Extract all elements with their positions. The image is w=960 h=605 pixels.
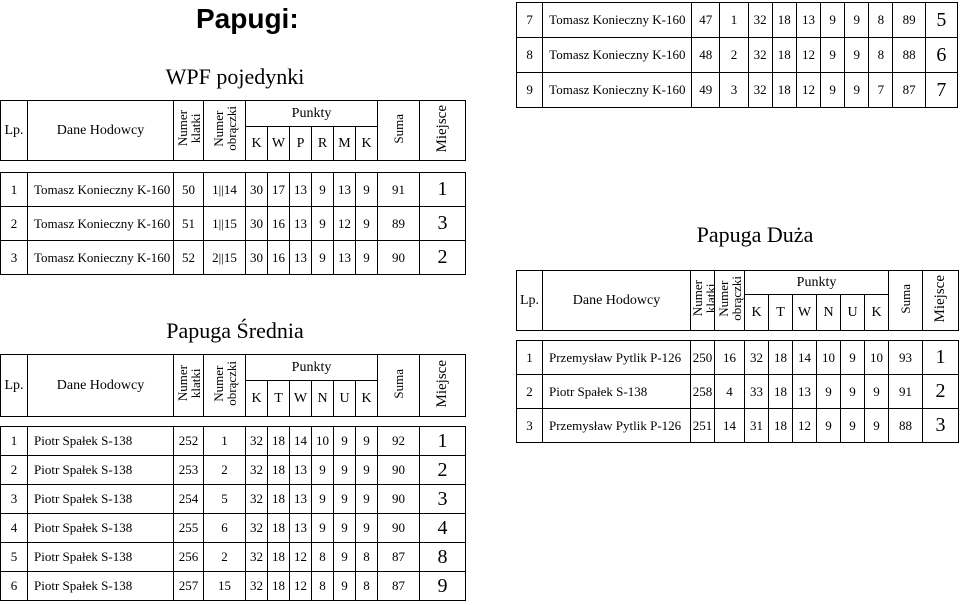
table-row xyxy=(517,341,959,375)
cell-punkty: 9 xyxy=(356,514,378,543)
cell-punkty: 8 xyxy=(356,543,378,572)
cell-punkty: 18 xyxy=(772,38,796,73)
cell-dane-hodowcy: Piotr Spałek S-138 xyxy=(28,572,174,601)
col-lp: Lp. xyxy=(1,355,28,417)
cell-numer-obraczki: 2 xyxy=(204,456,246,485)
cell-numer-obraczki: 1||14 xyxy=(204,173,246,207)
cell-dane-hodowcy: Tomasz Konieczny K-160 xyxy=(543,73,692,108)
cell-suma: 90 xyxy=(378,514,420,543)
cell-numer-klatki: 253 xyxy=(174,456,204,485)
cell-punkty: 9 xyxy=(312,173,334,207)
cell-punkty: 14 xyxy=(793,341,817,375)
cell-punkty: 9 xyxy=(312,207,334,241)
cell-numer-klatki: 251 xyxy=(691,409,715,443)
cell-punkty: 18 xyxy=(268,427,290,456)
cell-punkty: 9 xyxy=(356,173,378,207)
cell-numer-klatki: 256 xyxy=(174,543,204,572)
cell-dane-hodowcy: Tomasz Konieczny K-160 xyxy=(543,38,692,73)
spacer-row xyxy=(1,417,466,427)
wpf-continuation-table xyxy=(516,2,958,108)
cell-punkty: 9 xyxy=(334,543,356,572)
cell-punkty: 12 xyxy=(796,38,820,73)
cell-punkty: 32 xyxy=(246,572,268,601)
cell-suma: 90 xyxy=(378,241,420,275)
cell-miejsce: 3 xyxy=(420,485,466,514)
col-punkty: Punkty xyxy=(246,101,378,127)
cell-numer-obraczki: 4 xyxy=(715,375,745,409)
cell-punkty: 32 xyxy=(748,3,772,38)
cell-punkty: 9 xyxy=(845,3,869,38)
cell-punkty: 13 xyxy=(290,485,312,514)
cell-miejsce: 4 xyxy=(420,514,466,543)
cell-miejsce: 5 xyxy=(925,3,957,38)
cell-punkty: 8 xyxy=(869,38,893,73)
col-suma: Suma xyxy=(889,271,923,331)
cell-numer-klatki: 48 xyxy=(692,38,720,73)
srednia-section-title: Papuga Średnia xyxy=(166,318,304,343)
cell-numer-obraczki: 14 xyxy=(715,409,745,443)
cell-lp: 2 xyxy=(517,375,543,409)
document-title: Papugi: xyxy=(196,3,299,34)
cell-suma: 92 xyxy=(378,427,420,456)
cell-numer-klatki: 250 xyxy=(691,341,715,375)
cell-suma: 90 xyxy=(378,456,420,485)
cell-punkty: 32 xyxy=(748,73,772,108)
cell-punkty: 13 xyxy=(290,207,312,241)
col-numer-obraczki: Numer obrączki xyxy=(715,271,745,331)
cell-lp: 1 xyxy=(1,427,28,456)
cell-punkty: 9 xyxy=(334,485,356,514)
cell-punkty: 32 xyxy=(745,341,769,375)
cell-punkty: 9 xyxy=(865,375,889,409)
cell-lp: 3 xyxy=(1,241,28,275)
cell-punkty: 9 xyxy=(312,485,334,514)
cell-punkty: 18 xyxy=(769,409,793,443)
cell-punkty: 13 xyxy=(290,241,312,275)
col-numer-klatki: Numer klatki xyxy=(174,355,204,417)
cell-lp: 5 xyxy=(1,543,28,572)
cell-punkty: 9 xyxy=(841,409,865,443)
cell-punkty: 12 xyxy=(793,409,817,443)
cell-dane-hodowcy: Tomasz Konieczny K-160 xyxy=(28,241,174,275)
table-header-row xyxy=(1,101,466,127)
cell-punkty: 13 xyxy=(796,3,820,38)
col-miejsce: Miejsce xyxy=(420,101,466,161)
cell-punkty: 18 xyxy=(769,375,793,409)
cell-numer-obraczki: 1 xyxy=(720,3,748,38)
cell-punkty: 32 xyxy=(246,427,268,456)
cell-punkty: 9 xyxy=(817,375,841,409)
col-n: N xyxy=(312,381,334,417)
cell-numer-klatki: 50 xyxy=(174,173,204,207)
cell-suma: 87 xyxy=(893,73,925,108)
cell-punkty: 9 xyxy=(356,456,378,485)
col-dane-hodowcy: Dane Hodowcy xyxy=(28,101,174,161)
table-row xyxy=(1,543,466,572)
cell-dane-hodowcy: Piotr Spałek S-138 xyxy=(28,456,174,485)
cell-miejsce: 9 xyxy=(420,572,466,601)
cell-numer-obraczki: 3 xyxy=(720,73,748,108)
cell-punkty: 17 xyxy=(268,173,290,207)
col-n: N xyxy=(817,295,841,331)
cell-numer-obraczki: 16 xyxy=(715,341,745,375)
cell-miejsce: 7 xyxy=(925,73,957,108)
cell-lp: 9 xyxy=(517,73,543,108)
cell-numer-klatki: 51 xyxy=(174,207,204,241)
cell-punkty: 31 xyxy=(745,409,769,443)
cell-miejsce: 2 xyxy=(420,241,466,275)
table-row xyxy=(517,375,959,409)
cell-numer-obraczki: 1 xyxy=(204,427,246,456)
cell-numer-klatki: 255 xyxy=(174,514,204,543)
col-miejsce: Miejsce xyxy=(420,355,466,417)
table-row xyxy=(517,409,959,443)
cell-suma: 91 xyxy=(889,375,923,409)
cell-punkty: 32 xyxy=(246,514,268,543)
col-t: T xyxy=(268,381,290,417)
cell-miejsce: 1 xyxy=(923,341,959,375)
cell-punkty: 18 xyxy=(268,456,290,485)
cell-numer-obraczki: 5 xyxy=(204,485,246,514)
srednia-table xyxy=(0,354,466,601)
cell-punkty: 12 xyxy=(796,73,820,108)
col-lp: Lp. xyxy=(1,101,28,161)
cell-punkty: 8 xyxy=(312,572,334,601)
cell-punkty: 9 xyxy=(356,207,378,241)
table-row xyxy=(1,427,466,456)
col-u: U xyxy=(334,381,356,417)
cell-miejsce: 1 xyxy=(420,427,466,456)
cell-punkty: 33 xyxy=(745,375,769,409)
duza-table xyxy=(516,270,959,443)
cell-punkty: 9 xyxy=(865,409,889,443)
cell-suma: 89 xyxy=(378,207,420,241)
cell-punkty: 12 xyxy=(290,572,312,601)
col-punkty: Punkty xyxy=(246,355,378,381)
col-k2: K xyxy=(356,127,378,161)
cell-dane-hodowcy: Przemysław Pytlik P-126 xyxy=(543,409,691,443)
table-header-row xyxy=(517,271,959,295)
cell-punkty: 32 xyxy=(246,485,268,514)
cell-punkty: 8 xyxy=(312,543,334,572)
table-row xyxy=(1,207,466,241)
col-r: R xyxy=(312,127,334,161)
cell-punkty: 9 xyxy=(334,572,356,601)
table-row xyxy=(1,572,466,601)
cell-numer-obraczki: 6 xyxy=(204,514,246,543)
cell-lp: 1 xyxy=(517,341,543,375)
cell-dane-hodowcy: Piotr Spałek S-138 xyxy=(28,514,174,543)
cell-suma: 88 xyxy=(889,409,923,443)
cell-punkty: 8 xyxy=(869,3,893,38)
cell-punkty: 9 xyxy=(312,241,334,275)
table-row xyxy=(1,241,466,275)
cell-punkty: 18 xyxy=(268,514,290,543)
cell-punkty: 18 xyxy=(268,543,290,572)
cell-punkty: 10 xyxy=(865,341,889,375)
cell-punkty: 30 xyxy=(246,241,268,275)
cell-punkty: 18 xyxy=(772,73,796,108)
cell-dane-hodowcy: Piotr Spałek S-138 xyxy=(543,375,691,409)
cell-punkty: 13 xyxy=(290,456,312,485)
col-dane-hodowcy: Dane Hodowcy xyxy=(28,355,174,417)
cell-miejsce: 3 xyxy=(923,409,959,443)
col-m: M xyxy=(334,127,356,161)
cell-punkty: 9 xyxy=(312,456,334,485)
cell-punkty: 13 xyxy=(290,173,312,207)
col-p: P xyxy=(290,127,312,161)
cell-punkty: 10 xyxy=(817,341,841,375)
cell-punkty: 13 xyxy=(793,375,817,409)
cell-lp: 1 xyxy=(1,173,28,207)
cell-lp: 8 xyxy=(517,38,543,73)
cell-numer-klatki: 254 xyxy=(174,485,204,514)
col-t: T xyxy=(769,295,793,331)
duza-section-title: Papuga Duża xyxy=(696,222,814,247)
cell-punkty: 18 xyxy=(268,572,290,601)
cell-punkty: 9 xyxy=(821,73,845,108)
col-numer-obraczki: Numer obrączki xyxy=(204,355,246,417)
cell-numer-obraczki: 1||15 xyxy=(204,207,246,241)
col-dane-hodowcy: Dane Hodowcy xyxy=(543,271,691,331)
cell-punkty: 13 xyxy=(290,514,312,543)
table-row xyxy=(1,485,466,514)
cell-suma: 89 xyxy=(893,3,925,38)
cell-punkty: 32 xyxy=(246,543,268,572)
cell-suma: 91 xyxy=(378,173,420,207)
cell-suma: 87 xyxy=(378,572,420,601)
cell-punkty: 9 xyxy=(312,514,334,543)
cell-punkty: 30 xyxy=(246,173,268,207)
cell-suma: 87 xyxy=(378,543,420,572)
cell-punkty: 18 xyxy=(268,485,290,514)
cell-dane-hodowcy: Piotr Spałek S-138 xyxy=(28,543,174,572)
col-punkty: Punkty xyxy=(745,271,889,295)
col-lp: Lp. xyxy=(517,271,543,331)
cell-punkty: 13 xyxy=(334,241,356,275)
table-row xyxy=(1,514,466,543)
col-numer-klatki: Numer klatki xyxy=(691,271,715,331)
col-miejsce: Miejsce xyxy=(923,271,959,331)
cell-dane-hodowcy: Piotr Spałek S-138 xyxy=(28,485,174,514)
cell-punkty: 9 xyxy=(356,485,378,514)
cell-punkty: 9 xyxy=(845,73,869,108)
cell-punkty: 9 xyxy=(821,3,845,38)
cell-dane-hodowcy: Przemysław Pytlik P-126 xyxy=(543,341,691,375)
cell-lp: 3 xyxy=(517,409,543,443)
cell-lp: 7 xyxy=(517,3,543,38)
col-numer-obraczki: Numer obrączki xyxy=(204,101,246,161)
col-u: U xyxy=(841,295,865,331)
cell-lp: 4 xyxy=(1,514,28,543)
cell-punkty: 9 xyxy=(356,427,378,456)
cell-miejsce: 6 xyxy=(925,38,957,73)
cell-numer-klatki: 257 xyxy=(174,572,204,601)
col-w: W xyxy=(793,295,817,331)
table-row xyxy=(517,3,958,38)
cell-punkty: 9 xyxy=(356,241,378,275)
cell-punkty: 7 xyxy=(869,73,893,108)
cell-lp: 6 xyxy=(1,572,28,601)
cell-lp: 2 xyxy=(1,207,28,241)
table-row xyxy=(1,173,466,207)
cell-punkty: 16 xyxy=(268,241,290,275)
wpf-section-title: WPF pojedynki xyxy=(165,64,305,89)
table-row xyxy=(517,38,958,73)
wpf-table xyxy=(0,100,466,275)
col-numer-klatki: Numer klatki xyxy=(174,101,204,161)
cell-punkty: 9 xyxy=(821,38,845,73)
col-k: K xyxy=(745,295,769,331)
col-k: K xyxy=(246,127,268,161)
table-row xyxy=(1,456,466,485)
cell-suma: 93 xyxy=(889,341,923,375)
col-suma: Suma xyxy=(378,101,420,161)
spacer-row xyxy=(1,161,466,173)
cell-miejsce: 2 xyxy=(923,375,959,409)
cell-punkty: 9 xyxy=(334,427,356,456)
cell-punkty: 14 xyxy=(290,427,312,456)
cell-punkty: 30 xyxy=(246,207,268,241)
cell-punkty: 18 xyxy=(772,3,796,38)
col-k2: K xyxy=(865,295,889,331)
cell-lp: 2 xyxy=(1,456,28,485)
cell-dane-hodowcy: Tomasz Konieczny K-160 xyxy=(28,173,174,207)
cell-dane-hodowcy: Tomasz Konieczny K-160 xyxy=(28,207,174,241)
col-w: W xyxy=(290,381,312,417)
cell-numer-obraczki: 2 xyxy=(720,38,748,73)
table-row xyxy=(517,73,958,108)
cell-suma: 90 xyxy=(378,485,420,514)
cell-numer-obraczki: 15 xyxy=(204,572,246,601)
cell-numer-klatki: 47 xyxy=(692,3,720,38)
cell-punkty: 32 xyxy=(246,456,268,485)
cell-numer-obraczki: 2 xyxy=(204,543,246,572)
cell-punkty: 8 xyxy=(356,572,378,601)
cell-numer-klatki: 258 xyxy=(691,375,715,409)
cell-miejsce: 1 xyxy=(420,173,466,207)
col-w: W xyxy=(268,127,290,161)
cell-punkty: 9 xyxy=(841,375,865,409)
cell-punkty: 9 xyxy=(841,341,865,375)
cell-punkty: 13 xyxy=(334,173,356,207)
cell-numer-klatki: 252 xyxy=(174,427,204,456)
cell-miejsce: 3 xyxy=(420,207,466,241)
cell-numer-klatki: 52 xyxy=(174,241,204,275)
cell-punkty: 9 xyxy=(334,514,356,543)
cell-punkty: 9 xyxy=(817,409,841,443)
table-header-row xyxy=(1,355,466,381)
cell-punkty: 32 xyxy=(748,38,772,73)
cell-dane-hodowcy: Piotr Spałek S-138 xyxy=(28,427,174,456)
col-k: K xyxy=(246,381,268,417)
cell-punkty: 12 xyxy=(334,207,356,241)
cell-punkty: 9 xyxy=(845,38,869,73)
cell-suma: 88 xyxy=(893,38,925,73)
cell-miejsce: 8 xyxy=(420,543,466,572)
cell-punkty: 18 xyxy=(769,341,793,375)
cell-dane-hodowcy: Tomasz Konieczny K-160 xyxy=(543,3,692,38)
col-k2: K xyxy=(356,381,378,417)
cell-punkty: 9 xyxy=(334,456,356,485)
cell-numer-obraczki: 2||15 xyxy=(204,241,246,275)
cell-numer-klatki: 49 xyxy=(692,73,720,108)
cell-punkty: 12 xyxy=(290,543,312,572)
cell-lp: 3 xyxy=(1,485,28,514)
cell-punkty: 10 xyxy=(312,427,334,456)
spacer-row xyxy=(517,331,959,341)
cell-punkty: 16 xyxy=(268,207,290,241)
col-suma: Suma xyxy=(378,355,420,417)
cell-miejsce: 2 xyxy=(420,456,466,485)
